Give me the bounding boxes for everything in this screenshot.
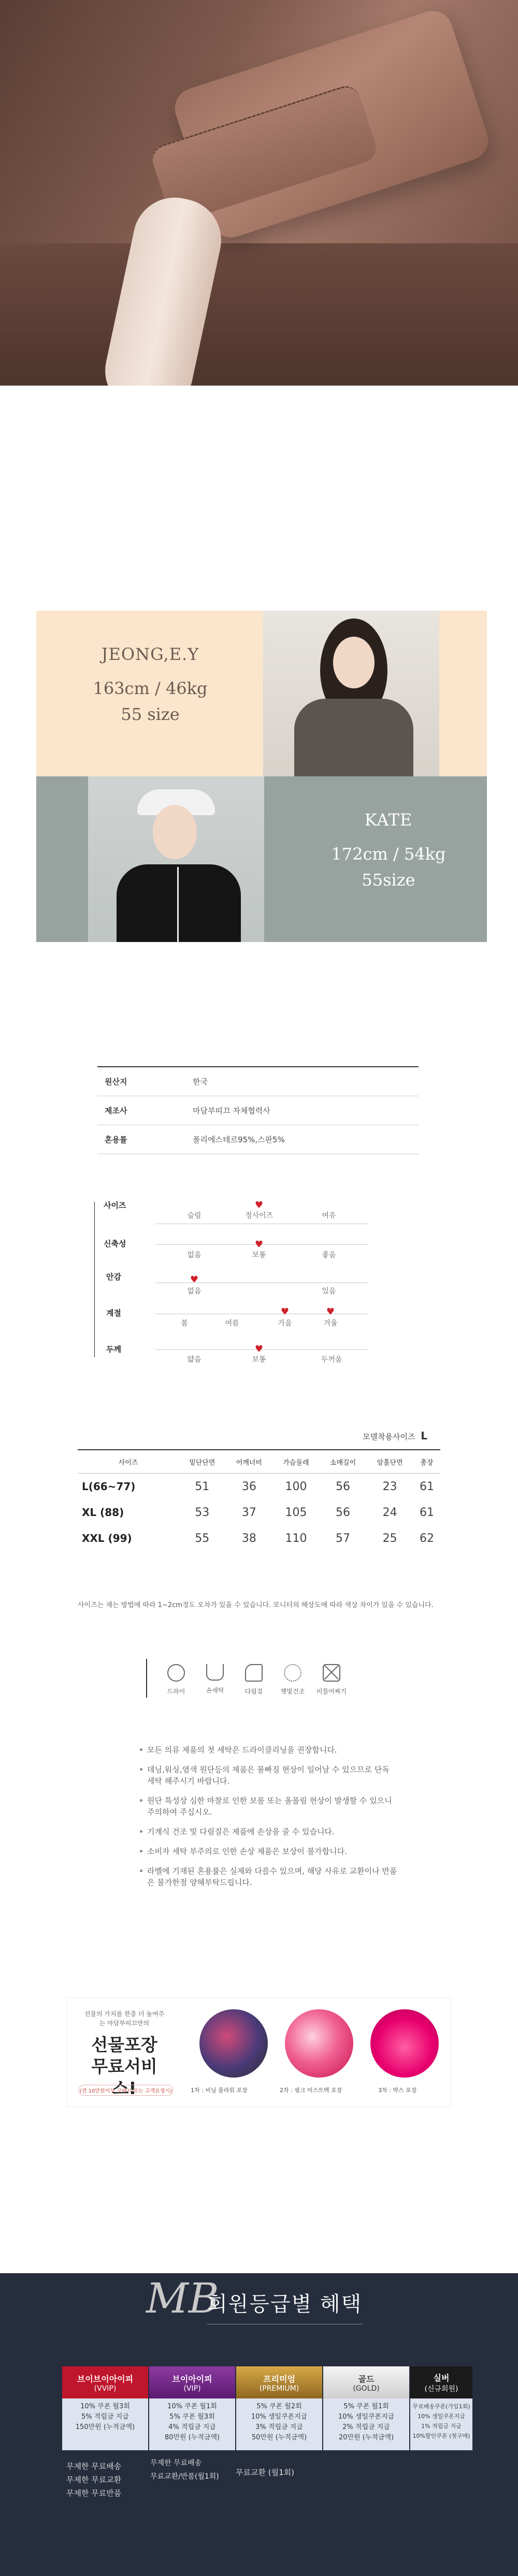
care-item: 햇빛건조 <box>275 1664 311 1696</box>
model-card-kate <box>36 776 487 942</box>
care-icon-group <box>142 1654 376 1703</box>
rating-option: 겨울 <box>323 1319 338 1328</box>
hero-product-closeup <box>0 0 518 386</box>
spec-value: 마담부띠끄 자체협력사 <box>193 1106 270 1115</box>
rating-heart-icon: ♥ <box>254 1239 264 1250</box>
column-header: 가슴둘레 <box>272 1450 320 1474</box>
iron-icon <box>245 1664 263 1682</box>
care-notes-list <box>140 1744 399 1896</box>
care-item: 비틀어짜기 <box>313 1664 350 1696</box>
gift-box-image <box>370 2009 439 2078</box>
grade-card-vip: 브이아이피 (VIP) 10% 쿠폰 월1회 5% 쿠폰 월3회 4% 적립금 지급 80만원 (누적금액) <box>149 2366 235 2450</box>
model-measure: 172cm / 54kg <box>331 844 446 864</box>
rating-label: 안감 <box>106 1272 121 1282</box>
column-header: 암홀단면 <box>366 1450 413 1474</box>
gift-option-caption: 3차 : 박스 포장 <box>378 2087 417 2094</box>
rating-option: 가을 <box>278 1319 292 1328</box>
rating-option: 없음 <box>187 1287 202 1296</box>
sun-dry-icon <box>284 1664 301 1682</box>
spec-row <box>97 1066 419 1096</box>
product-spec-table <box>97 1066 419 1154</box>
pink-mist-bag-image <box>285 2009 353 2078</box>
grade-extra-benefits: 무제한 무료배송 무제한 무료교환 무제한 무료반품 <box>66 2462 122 2498</box>
rating-heart-icon: ♥ <box>326 1306 335 1317</box>
list-item: 소비자 세탁 부주의로 인한 손상 제품은 보상이 불가합니다. <box>140 1846 399 1857</box>
care-item: 손세탁 <box>197 1664 233 1695</box>
spec-value: 폴리에스테르95%,스판5% <box>193 1135 285 1144</box>
size-table <box>78 1449 440 1551</box>
rating-heart-icon: ♥ <box>190 1274 199 1285</box>
table-row: XXL (99) 55 38 110 57 25 62 <box>82 1532 434 1545</box>
hand-wash-icon <box>206 1664 224 1681</box>
list-item: 모든 의류 제품의 첫 세탁은 드라이클리닝을 권장합니다. <box>140 1744 399 1756</box>
spec-label: 제조사 <box>105 1106 127 1115</box>
spec-label: 원산지 <box>105 1077 127 1086</box>
list-item: 원단 특성상 심한 마찰로 인한 보풀 또는 올풀림 현상이 발생할 수 있으니 주의하여 주십시오. <box>140 1795 399 1818</box>
rating-option: 두꺼움 <box>321 1356 342 1364</box>
model-name: KATE <box>364 810 413 830</box>
gift-note: (전 10만원이상 구매시 또는 고객요청시) <box>79 2085 173 2096</box>
list-item: 기계식 건조 및 다림질은 제품에 손상을 줄 수 있습니다. <box>140 1826 399 1837</box>
gift-wrap-banner <box>67 1998 451 2107</box>
rating-label: 두께 <box>106 1345 121 1354</box>
gift-subtitle: 선물의 가치를 한층 더 높여주는 마담부띠끄만의 <box>84 2010 165 2027</box>
gift-option-caption: 1차 : 비닐 플라워 포장 <box>191 2087 248 2094</box>
spec-label: 혼용률 <box>105 1135 127 1144</box>
spec-row <box>97 1125 419 1154</box>
rating-option: 봄 <box>181 1319 188 1328</box>
column-header: 밑단단면 <box>179 1450 226 1474</box>
column-header: 소매길이 <box>320 1450 367 1474</box>
rating-heart-icon: ♥ <box>254 1344 264 1355</box>
rating-option: 슬림 <box>187 1212 202 1220</box>
grade-card-silver: 실버 (신규회원) 무료배송쿠폰(가입1회) 10% 생일쿠폰지급 1% 적립금 지급 10%할인쿠폰 (첫구매) <box>410 2366 472 2450</box>
model-photo <box>88 776 264 942</box>
membership-benefits-section <box>0 2273 518 2576</box>
vinyl-flower-wrap-image <box>199 2009 268 2078</box>
wring-icon <box>323 1664 340 1682</box>
gift-title: 선물포장 무료서비스! <box>91 2035 157 2098</box>
rating-option: 여유 <box>322 1212 336 1220</box>
size-table-header <box>78 1450 440 1474</box>
rating-label: 사이즈 <box>104 1201 126 1210</box>
grade-card-gold: 골드 (GOLD) 5% 쿠폰 월1회 10% 생일쿠폰지급 2% 적립금 지급 20만원 (누적금액) <box>323 2366 409 2450</box>
care-item: 드라이 <box>158 1664 194 1696</box>
column-header: 총장 <box>413 1450 440 1474</box>
model-size: 55size <box>362 870 415 890</box>
rating-option: 있음 <box>322 1287 336 1296</box>
table-row: L(66~77) 51 36 100 56 23 61 <box>82 1480 434 1493</box>
grade-extra-benefits: 무료교환 (월1회) <box>236 2468 294 2477</box>
grade-card-vvip: 브이브이아이피 (VVIP) 10% 쿠폰 월3회 5% 적립금 지급 150만원 (누적금액) <box>62 2366 148 2450</box>
size-note: 사이즈는 재는 방법에 따라 1~2cm정도 오차가 있을 수 있습니다. 모니터의 해상도에 따라 색상 차이가 있을 수 있습니다. <box>78 1601 434 1609</box>
rating-heart-icon: ♥ <box>280 1306 290 1317</box>
list-item: 라벨에 기재된 혼용률은 실제와 다를수 있으며, 해당 사유로 교환이나 반품은 불가한점 양해부탁드립니다. <box>140 1865 399 1888</box>
model-photo <box>263 611 439 776</box>
dry-clean-icon <box>167 1664 185 1682</box>
grade-extra-benefits: 무제한 무료배송 무료교환/반품(월1회) <box>150 2459 219 2481</box>
column-header: 어깨너비 <box>226 1450 273 1474</box>
gift-option-caption: 2차 : 핑크 미스트백 포장 <box>280 2087 342 2094</box>
model-size-caption: 모델착용사이즈 L <box>363 1430 427 1442</box>
list-item: 데님,워싱,염색 원단등의 제품은 물빠짐 현상이 일어날 수 있으므로 단독 세탁 해주시기 바랍니다. <box>140 1764 399 1787</box>
spec-row <box>97 1096 419 1125</box>
membership-title: 회원등급별 혜택 <box>207 2292 363 2316</box>
column-header: 사이즈 <box>78 1450 179 1474</box>
grade-card-premium: 프리미엄 (PREMIUM) 5% 쿠폰 월2회 10% 생일쿠폰지급 3% 적립금 지급 50만원 (누적금액) <box>236 2366 322 2450</box>
rating-option: 보통 <box>252 1356 266 1364</box>
care-item: 다림질 <box>236 1664 272 1696</box>
brand-logo: MB <box>146 2274 219 2322</box>
rating-option: 없음 <box>187 1251 202 1259</box>
model-card-jeong <box>36 611 487 776</box>
rating-option: 얇음 <box>187 1356 202 1364</box>
rating-option: 정사이즈 <box>244 1212 274 1220</box>
model-measure: 163cm / 46kg <box>93 679 208 698</box>
rating-label: 신축성 <box>104 1239 126 1248</box>
rating-heart-icon: ♥ <box>254 1200 264 1211</box>
rating-option: 좋음 <box>322 1251 336 1259</box>
spec-value: 한국 <box>193 1077 208 1086</box>
model-name: JEONG,E.Y <box>101 644 199 664</box>
rating-option: 여름 <box>225 1319 239 1328</box>
rating-option: 보통 <box>252 1251 266 1259</box>
rating-label: 계절 <box>106 1308 121 1318</box>
model-size: 55 size <box>121 704 180 724</box>
table-row: XL (88) 53 37 105 56 24 61 <box>82 1506 434 1519</box>
